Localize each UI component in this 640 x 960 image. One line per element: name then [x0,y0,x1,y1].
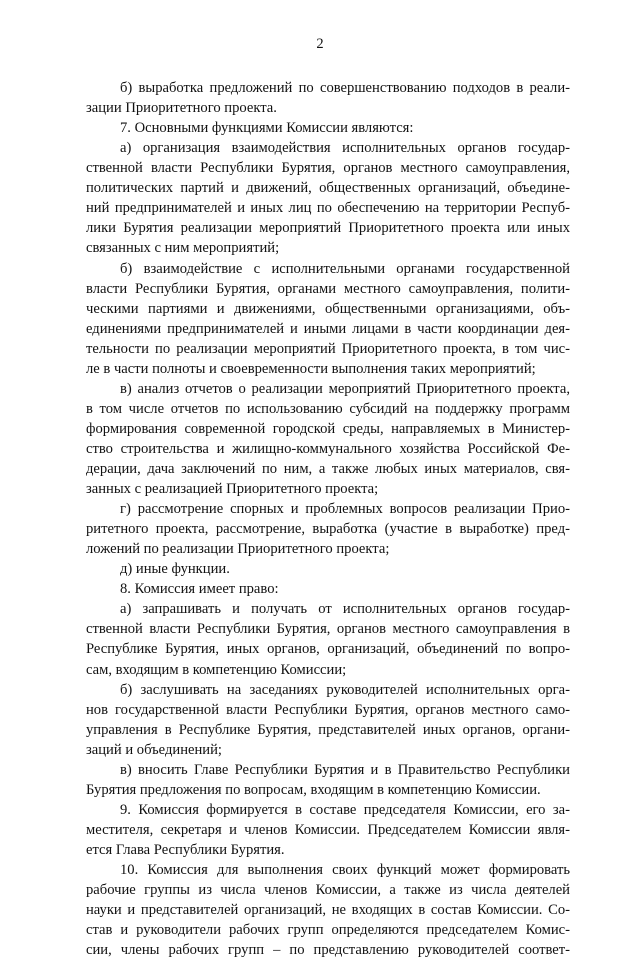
text-line: ческими партиями и движениями, общественными организациями, объ- [86,300,570,317]
text-line: науки и представителей организаций, не входящих в состав Комиссии. Со- [86,902,570,919]
text-line: а) организация взаимодействия исполнительных органов государ- [120,140,570,157]
text-line: зации Приоритетного проекта. [86,100,277,116]
text-line: в) вносить Главе Республики Бурятия и в Правительство Республики [120,761,570,778]
text-line: местителя, секретаря и членов Комиссии. Председателем Комиссии явля- [86,821,570,838]
page-number: 2 [316,36,324,52]
text-line: в том числе отчетов по использованию субсидий на поддержку программ [86,400,570,417]
text-line: управления в Республике Бурятия, представителей иных органов, органи- [86,721,570,738]
text-line: ле в части полноты и своевременности выполнения таких мероприятий; [86,360,536,377]
text-line: власти Республики Бурятия, органами местного самоуправления, полити- [86,280,570,297]
text-line: нов государственной власти Республики Бурятия, органов местного само- [86,701,570,718]
text-line: лики Бурятия реализации мероприятий Приоритетного проекта или иных [86,220,570,237]
text-line: б) выработка предложений по совершенствованию подходов в реали- [120,80,570,96]
text-line: а) запрашивать и получать от исполнительных органов государ- [120,601,570,618]
text-line: 9. Комиссия формируется в составе председателя Комиссии, его за- [120,801,570,818]
text-line: ритетного проекта, рассмотрение, выработка (участие в выработке) пред- [86,521,570,538]
text-line: ственной власти Республики Бурятия, органов местного самоуправления, [86,160,570,177]
text-line: единениями предпринимателей и иными лицами в части координации дея- [86,320,570,337]
text-line: 10. Комиссия для выполнения своих функций может формировать [120,862,570,878]
text-line: политических партий и движений, общественных организаций, объедине- [86,180,570,197]
text-line: тельности по реализации мероприятий Приоритетного проекта, в том чис- [86,340,570,357]
text-line: ложений по реализации Приоритетного проекта; [86,541,390,558]
text-line: ство строительства и жилищно-коммунального хозяйства Российской Фе- [86,440,570,457]
text-line: г) рассмотрение спорных и проблемных вопросов реализации Прио- [120,501,570,518]
text-line: связанных с ним мероприятий; [86,240,280,257]
text-line: став и руководители рабочих групп определяются председателем Комис- [86,922,570,939]
text-line: б) заслушивать на заседаниях руководителей исполнительных орга- [120,681,570,698]
text-line: ственной власти Республики Бурятия, органов местного самоуправления в [86,621,570,638]
text-line: б) взаимодействие с исполнительными органами государственной [120,260,570,277]
text-line: ется Глава Республики Бурятия. [86,841,285,858]
text-line: 8. Комиссия имеет право: [120,581,279,598]
text-line: в) анализ отчетов о реализации мероприятий Приоритетного проекта, [120,380,570,397]
text-line: 7. Основными функциями Комиссии являются: [120,120,414,137]
text-line: заций и объединений; [86,741,222,758]
text-line: занных с реализацией Приоритетного проекта; [86,481,379,497]
text-line: Республике Бурятия, иных органов, организаций, объединений по вопро- [86,641,570,658]
text-line: ний предпринимателей и иных лиц по обеспечению на территории Респуб- [86,200,570,217]
text-line: Бурятия предложения по вопросам, входящим в компетенцию Комиссии. [86,781,541,798]
text-line: сии, члены рабочих групп – по представлению руководителей соответ- [86,942,570,959]
text-line: д) иные функции. [120,561,230,578]
text-line: рабочие группы из числа членов Комиссии, а также из числа деятелей [86,882,570,898]
text-line: формирования современной городской среды, направляемых в Министер- [86,420,570,437]
text-line: дерации, дача заключений по ним, а также любых иных материалов, свя- [86,460,570,477]
text-line: сам, входящим в компетенцию Комиссии; [86,661,347,678]
